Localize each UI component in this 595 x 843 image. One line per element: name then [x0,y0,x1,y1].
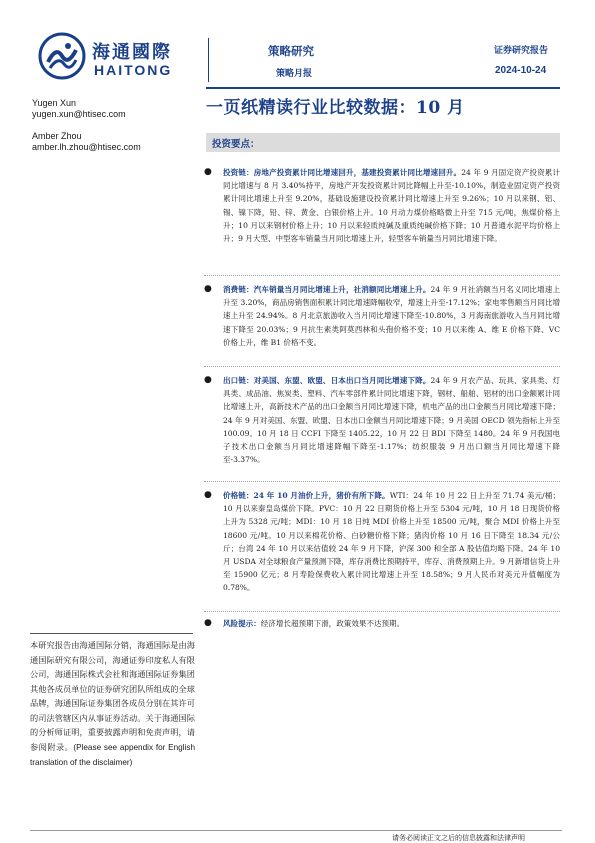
bullet-body: 24 年 9 月农产品、玩具、家具类、灯具类、成品油、焦炭类、塑料、汽车零部件累计同比增速下降，钢材、船舶、铝材的出口金额累计同比增速上升，高新技术产品的出口金额当月同比增速下降，机电产品的出口金额当月同比增速下降；24 年 9 月对美国、东盟、欧盟、日本出口金额当月同比增速下降；9 月美国 OECD 领先指标上升至 100.09。10 月 18 日 CCFI 下降至 1405.22，10 月 22 日 BDI 下降至 1480。24 年 9 月我国电子技术出口金额当月同比增速降幅下降至-1.17%；纺织服装 9 月出口额当月同比增速下降至-3.37%。 [223,376,560,465]
bullet-lead: 出口链：对美国、东盟、欧盟、日本出口当月同比增速下降。 [223,376,431,385]
bullet-body: 24 年 9 月社消额当月名义同比增速上升至 3.20%，商品房销售面积累计同比增速降幅收窄，增速上升至-17.12%；家电零售额当月同比增速上升至 24.94%。8 月北京旅游收入当月同比增速下降至-10.80%，3 月海南旅游收入当月同比增速下降至 20.03%；9 月抗生素类阿莫西林和头孢价格不变；10 月以来维 A、维 E 价格下降、VC 价格上升，维 B1 价格不变。 [223,285,560,347]
disclaimer [30,638,195,771]
bullet-body: 24 年 9 月固定资产投资累计同比增速与 8 月 3.40%持平，房地产开发投资累计同比降幅上升至-10.10%，制造业固定资产投资累计同比增速上升至 9.20%，基础设施建设投资累计同比增速上升至 9.26%；10 月以来钢、铝、锡、镍下降，铅、锌、黄金、白银价格上升。10 月动力煤价格略微上升至 715 元/吨，焦煤价格上升；10 月以来钢材价格上升；10 月以来轻质纯碱及重质纯碱价格下降；10 月普通水泥平均价格上升；9 月大型、中型客车销量当月同比增速上升，轻型客车销量当月同比增速下降。 [223,168,560,244]
bullet-dot-icon: ● [204,167,212,177]
bullet-lead: 投资链：房地产投资累计同比增速回升，基建投资累计同比增速回升。 [223,168,462,177]
header-separator [208,38,209,82]
dotted-divider [204,275,560,276]
dotted-divider [204,366,560,367]
bullet-body: 经济增长超预期下滑，政策效果不达预期。 [260,619,405,628]
dotted-divider [204,481,560,482]
report-date: 2024-10-24 [495,65,547,76]
logo-chinese-text: 海通國際 [92,42,172,63]
bullet-lead: 风险提示： [223,619,261,628]
bullet-investment-chain [204,166,560,245]
bullet-dot-icon: ● [204,284,212,294]
author-email[interactable]: amber.lh.zhou@htisec.com [32,142,141,152]
footer-note: 请务必阅读正文之后的信息披露和法律声明 [392,834,525,842]
author-name: Amber Zhou [32,131,82,141]
header-rule [206,87,560,89]
report-type: 证券研究报告 [494,46,549,56]
disclaimer-english: (Please see appendix for English translation of the disclaimer) [30,742,195,767]
disclaimer-chinese: 本研究报告由海通国际分销，海通国际是由海通国际研究有限公司，海通证券印度私人有限公司，海通国际株式会社和海通国际证券集团其他各成员单位的证券研究团队所组成的全球品牌，海通国际证券集团各成员分别在其许可的司法管辖区内从事证券活动。关于海通国际的分析师证明，重要披露声明和免责声明，请参阅附录。 [30,640,195,752]
haitong-logo [38,32,208,82]
dotted-divider [204,611,560,612]
bullet-risk-warning [204,617,560,630]
bullet-body: WTI：24 年 10 月 22 日上升至 71.74 美元/桶；10 月以来秦皇岛煤价下降。PVC：10 月 22 日期货价格上升至 5304 元/吨，10 月 18 日现货价格上升为 5328 元/吨；MDI：10 月 18 日纯 MDI 价格上升至 18500 元/吨，聚合 MDI 价格上升至 18600 元/吨。10 月以来棉花价格、白砂糖价格下降；猪肉价格 10 月 16 日下降至 18.34 元/公斤；台湾 24 年 10 月以来估值较 24 年 9 月下降，沪深 300 和全部 A 股估值均略下降。24 年 10 月 USDA 对全球粮食产量预测下降，库存消费比预期持平，库存、消费预期上升。9 月新增信贷上升至 15900 亿元；8 月寿险保费收入累计同比增速上升至 18.58%；9 月人民币对美元升值幅度为 0.78%。 [223,491,560,593]
haitong-logo-icon [38,32,86,80]
footer-rule [30,830,562,831]
disclaimer-rule [30,633,193,634]
bullet-consumption-chain [204,283,560,349]
section-title: 投资要点： [212,139,260,150]
report-category: 策略研究 [268,44,314,58]
logo-english-text: HAITONG [94,62,173,78]
author-name: Yugen Xun [32,98,77,108]
bullet-lead: 价格链：24 年 10 月油价上升，猪价有所下降。 [223,491,390,500]
bullet-dot-icon: ● [204,618,212,628]
report-subcategory: 策略月报 [276,69,313,79]
bullet-lead: 消费链：汽车销量当月同比增速上升，社消额同比增速上升。 [223,285,431,294]
bullet-price-chain [204,489,560,595]
bullet-dot-icon: ● [204,375,212,385]
bullet-export-chain [204,374,560,466]
author-email[interactable]: yugen.xun@htisec.com [32,109,126,119]
page-title: 一页纸精读行业比较数据：10 月 [206,98,465,118]
bullet-dot-icon: ● [204,490,212,500]
